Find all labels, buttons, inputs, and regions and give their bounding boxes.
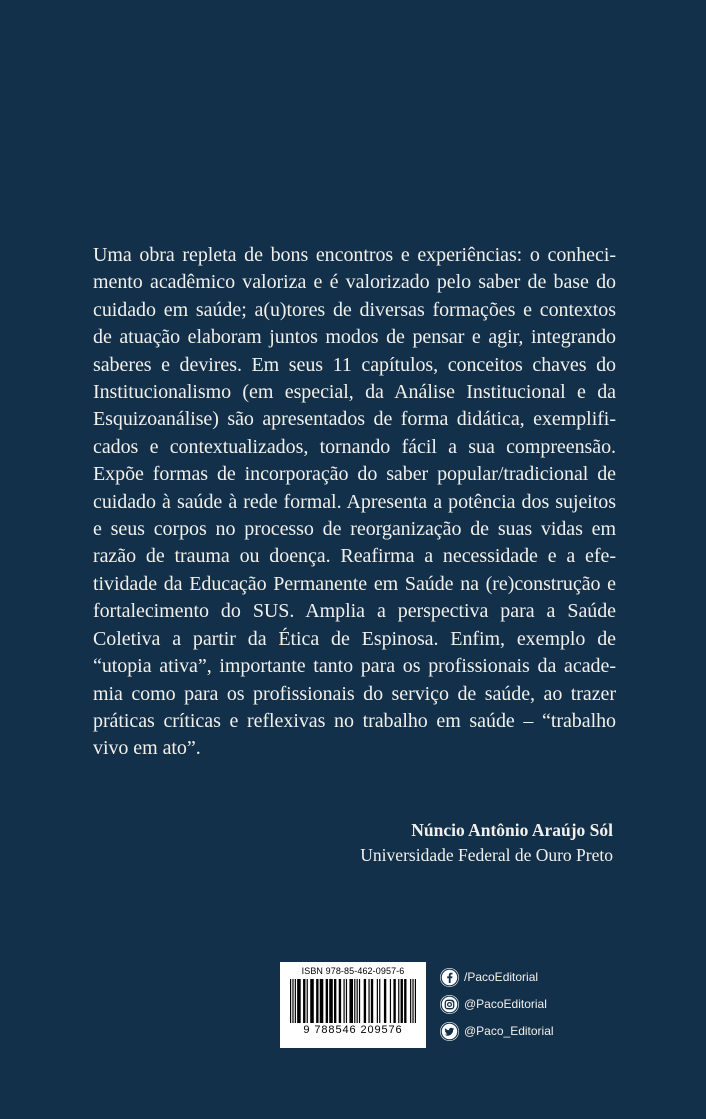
barcode-bar — [359, 979, 360, 1023]
barcode-bar — [295, 979, 296, 1023]
barcode-bar — [410, 979, 411, 1023]
barcode-bar — [292, 979, 293, 1023]
barcode-bar — [297, 979, 301, 1023]
social-item-facebook[interactable] — [440, 966, 554, 988]
instagram-icon — [440, 995, 459, 1014]
social-links — [440, 966, 554, 1047]
barcode-bar — [334, 979, 336, 1023]
facebook-icon — [440, 968, 459, 987]
barcode-bar — [290, 979, 291, 1023]
barcode-bar — [303, 979, 305, 1023]
barcode-bar — [368, 979, 369, 1023]
isbn-label: ISBN 978-85-462-0957-6 — [301, 966, 405, 976]
signature-block — [360, 818, 613, 868]
barcode-bar — [384, 979, 386, 1023]
barcode-bar — [393, 979, 395, 1023]
barcode-bar — [390, 979, 391, 1023]
facebook-label: /PacoEditorial — [464, 970, 539, 984]
twitter-label: @Paco_Editorial — [464, 1024, 554, 1038]
author-affiliation: Universidade Federal de Ouro Preto — [360, 845, 613, 865]
barcode-icon — [290, 979, 416, 1023]
barcode-bar — [357, 979, 358, 1023]
barcode-bar — [415, 979, 416, 1023]
barcode-bar — [412, 979, 413, 1023]
barcode-bar — [354, 979, 355, 1023]
barcode-bar — [364, 979, 366, 1023]
barcode-bar — [349, 979, 353, 1023]
barcode-bar — [377, 979, 378, 1023]
barcode-bar — [316, 979, 318, 1023]
instagram-label: @PacoEditorial — [464, 997, 547, 1011]
barcode-bar — [329, 979, 333, 1023]
back-cover-blurb: Uma obra repleta de bons encontros e experiências: o conhecimento acadêmico valoriza e é valorizado pelo saber de base do cuidado em saúde; a(u)tores de diversas formações e contextos de atuação elaboram juntos modos de pensar e agir, integrando saberes e devires. Em seus 11 capítulos, conceitos chaves do Institucionalismo (em especial, da Análise Institucional e da Esquizoanálise) são apresentados de forma didática, exemplificados e contextualizados, tornando fácil a sua compreensão. Expõe formas de incorporação do saber popular/tradicional de cuidado à saúde à rede formal. Apresenta a potência dos sujeitos e seus corpos no processo de reorganização de suas vidas em razão de trauma ou doença. Reafirma a necessidade e a efetividade da Educação Permanente em Saúde na (re)construção e fortalecimento do SUS. Amplia a perspectiva para a Saúde Coletiva a partir da Ética de Espinosa. Enfim, exemplo de “utopia ativa”, importante tanto para os profissionais da academia como para os profissionais do serviço de saúde, ao trazer práticas críticas e reflexivas no trabalho em saúde – “trabalho vivo em ato”. — [93, 244, 616, 760]
twitter-icon — [440, 1022, 459, 1041]
social-item-instagram[interactable] — [440, 993, 554, 1015]
author-name: Núncio Antônio Araújo Sól — [411, 820, 613, 840]
barcode-bar — [326, 979, 328, 1023]
barcode-bar — [401, 979, 403, 1023]
barcode-bar — [379, 979, 380, 1023]
barcode-bar — [310, 979, 314, 1023]
barcode-bar — [371, 979, 373, 1023]
barcode-digits: 9 788546 209576 — [303, 1024, 403, 1036]
barcode-bar — [343, 979, 344, 1023]
isbn-barcode — [280, 962, 426, 1048]
social-item-twitter[interactable] — [440, 1020, 554, 1042]
barcode-bar — [404, 979, 406, 1023]
barcode-bar — [398, 979, 399, 1023]
barcode-bar — [346, 979, 347, 1023]
barcode-bar — [307, 979, 308, 1023]
barcode-bar — [339, 979, 341, 1023]
barcode-bar — [320, 979, 324, 1023]
